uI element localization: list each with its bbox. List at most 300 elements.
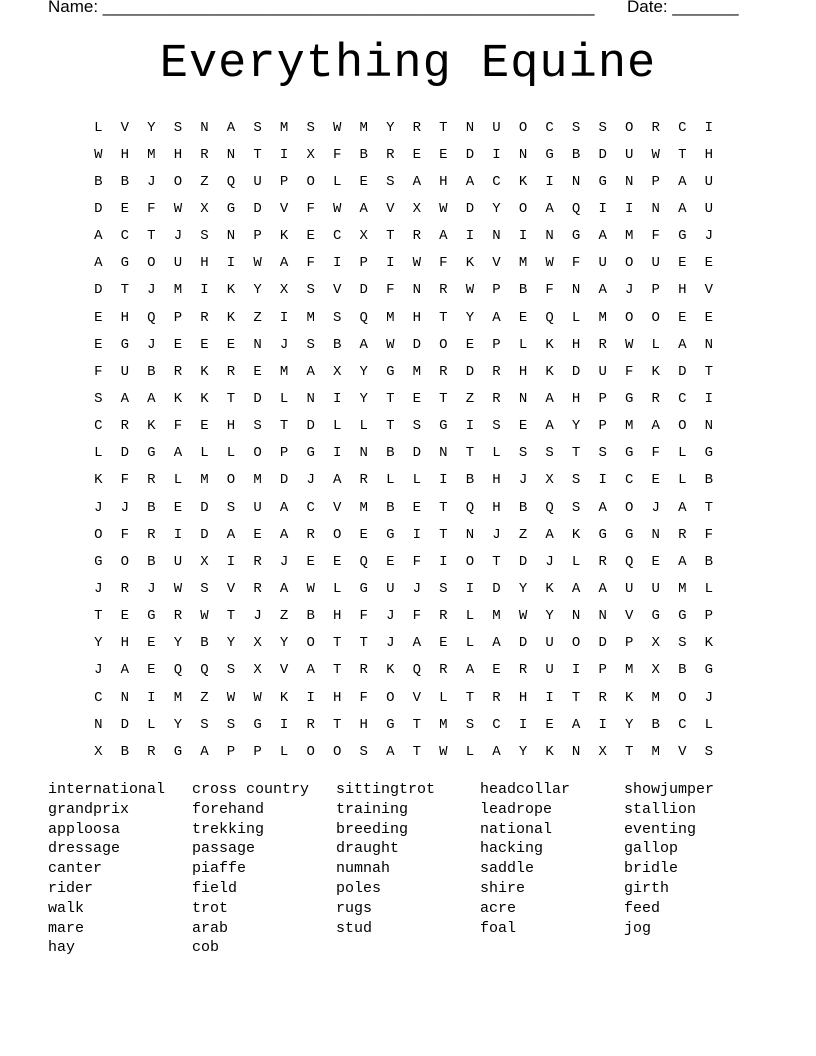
grid-letter: X — [94, 743, 103, 760]
grid-letter: I — [306, 689, 315, 706]
grid-letter: S — [226, 716, 236, 733]
grid-letter: K — [465, 255, 475, 272]
grid-letter: B — [704, 553, 714, 570]
grid-letter: R — [173, 363, 183, 380]
grid-letter: B — [359, 146, 368, 163]
grid-letter: T — [465, 445, 475, 462]
grid-letter: S — [598, 445, 607, 462]
grid-letter: I — [545, 173, 554, 190]
grid-letter: M — [279, 363, 289, 380]
word-item: acre — [480, 899, 517, 917]
grid-letter: Y — [226, 635, 236, 652]
grid-letter: E — [147, 662, 156, 679]
grid-letter: O — [625, 255, 634, 272]
grid-letter: M — [147, 146, 156, 163]
grid-letter: Z — [279, 608, 289, 625]
grid-letter: C — [332, 228, 342, 245]
grid-letter: K — [226, 282, 236, 299]
header — [48, 0, 748, 17]
grid-letter: K — [545, 336, 554, 353]
word-item: shire — [480, 879, 526, 897]
letter-grid — [85, 114, 722, 765]
grid-letter: S — [704, 743, 714, 760]
grid-letter: C — [678, 716, 687, 733]
grid-letter: U — [545, 662, 554, 679]
grid-letter: E — [359, 173, 368, 190]
grid-letter: L — [279, 390, 289, 407]
grid-letter: I — [545, 689, 554, 706]
grid-letter: W — [226, 689, 236, 706]
grid-letter: T — [571, 445, 581, 462]
grid-letter: A — [465, 662, 475, 679]
grid-letter: N — [94, 716, 103, 733]
grid-letter: W — [200, 608, 209, 625]
grid-letter: J — [704, 689, 714, 706]
grid-letter: L — [386, 472, 395, 489]
grid-letter: S — [571, 499, 581, 516]
grid-letter: Z — [253, 309, 262, 326]
grid-letter: J — [279, 553, 289, 570]
word-item: canter — [48, 860, 103, 878]
grid-letter: E — [120, 200, 130, 217]
grid-letter: T — [386, 390, 395, 407]
grid-letter: O — [94, 526, 103, 543]
grid-letter: T — [120, 282, 130, 299]
grid-letter: A — [359, 200, 368, 217]
word-item: forehand — [192, 800, 265, 818]
grid-letter: C — [94, 418, 103, 435]
grid-letter: J — [545, 553, 554, 570]
grid-letter: I — [598, 472, 607, 489]
grid-letter: J — [94, 499, 103, 516]
grid-letter: E — [704, 309, 714, 326]
word-item: girth — [624, 879, 670, 897]
grid-letter: A — [200, 743, 209, 760]
grid-letter: R — [678, 526, 687, 543]
grid-letter: N — [226, 146, 236, 163]
grid-letter: Y — [492, 200, 501, 217]
grid-letter: D — [465, 200, 475, 217]
word-item: hacking — [480, 840, 544, 858]
word-item: jog — [624, 919, 652, 937]
grid-letter: N — [359, 445, 368, 462]
grid-letter: J — [386, 608, 395, 625]
grid-letter: H — [492, 499, 501, 516]
grid-letter: Y — [518, 743, 528, 760]
grid-letter: H — [120, 309, 130, 326]
grid-letter: P — [359, 255, 368, 272]
grid-letter: X — [200, 553, 209, 570]
grid-letter: M — [651, 743, 660, 760]
grid-letter: G — [147, 445, 156, 462]
date-field-label: Date: _______ — [627, 0, 739, 16]
grid-letter: A — [492, 635, 501, 652]
word-item: showjumper — [624, 781, 715, 798]
grid-letter: K — [279, 228, 289, 245]
grid-letter: A — [332, 472, 342, 489]
grid-letter: I — [598, 716, 607, 733]
grid-letter: D — [412, 336, 422, 353]
grid-letter: G — [306, 445, 315, 462]
grid-letter: I — [332, 445, 342, 462]
grid-letter: D — [465, 363, 475, 380]
grid-letter: H — [678, 282, 687, 299]
grid-letter: E — [651, 472, 660, 489]
grid-letter: D — [678, 363, 687, 380]
grid-letter: N — [651, 526, 660, 543]
grid-letter: O — [332, 743, 342, 760]
grid-letter: W — [332, 200, 342, 217]
grid-letter: L — [439, 689, 448, 706]
grid-letter: D — [94, 282, 103, 299]
grid-letter: R — [253, 580, 262, 597]
word-item: mare — [48, 919, 85, 937]
grid-letter: A — [412, 635, 422, 652]
grid-letter: Y — [279, 635, 289, 652]
word-item: piaffe — [192, 860, 247, 878]
grid-letter: C — [545, 119, 554, 136]
grid-letter: W — [173, 200, 183, 217]
grid-letter: C — [492, 173, 501, 190]
grid-letter: B — [94, 173, 103, 190]
grid-letter: Y — [359, 363, 368, 380]
word-item: cob — [192, 939, 220, 957]
grid-letter: V — [625, 608, 634, 625]
word-item: eventing — [624, 820, 697, 838]
grid-letter: O — [332, 526, 342, 543]
grid-letter: U — [651, 580, 660, 597]
grid-letter: B — [147, 363, 156, 380]
grid-letter: R — [147, 743, 156, 760]
grid-letter: P — [279, 445, 289, 462]
grid-letter: A — [412, 173, 422, 190]
grid-letter: L — [465, 743, 475, 760]
grid-letter: Q — [625, 553, 634, 570]
grid-letter: R — [439, 608, 448, 625]
grid-letter: R — [651, 119, 660, 136]
grid-letter: T — [412, 743, 422, 760]
grid-letter: V — [386, 200, 395, 217]
grid-letter: T — [625, 743, 634, 760]
grid-letter: L — [704, 580, 714, 597]
grid-letter: G — [651, 608, 660, 625]
grid-letter: H — [359, 716, 368, 733]
grid-letter: R — [120, 580, 130, 597]
grid-letter: W — [625, 336, 634, 353]
grid-letter: U — [492, 119, 501, 136]
grid-letter: I — [465, 580, 475, 597]
grid-letter: C — [306, 499, 315, 516]
grid-letter: T — [678, 146, 687, 163]
grid-letter: I — [173, 526, 183, 543]
grid-letter: Y — [147, 119, 156, 136]
grid-letter: L — [173, 472, 183, 489]
grid-letter: V — [226, 580, 236, 597]
grid-letter: J — [147, 282, 156, 299]
grid-letter: U — [651, 255, 660, 272]
grid-letter: U — [598, 255, 607, 272]
grid-letter: I — [465, 228, 475, 245]
grid-letter: O — [625, 499, 634, 516]
grid-letter: H — [571, 336, 581, 353]
grid-letter: H — [332, 608, 342, 625]
word-column — [480, 780, 624, 958]
grid-letter: R — [173, 608, 183, 625]
word-item: trot — [192, 899, 229, 917]
grid-letter: W — [439, 743, 448, 760]
grid-letter: F — [120, 526, 130, 543]
grid-letter: K — [226, 309, 236, 326]
grid-letter: L — [571, 553, 581, 570]
grid-letter: G — [678, 228, 687, 245]
grid-letter: Y — [465, 309, 475, 326]
grid-letter: D — [359, 282, 368, 299]
grid-letter: V — [678, 743, 687, 760]
grid-letter: T — [147, 228, 156, 245]
grid-letter: A — [571, 716, 581, 733]
grid-letter: K — [147, 418, 156, 435]
grid-letter: O — [518, 200, 528, 217]
grid-letter: J — [120, 499, 130, 516]
grid-letter: N — [571, 173, 581, 190]
grid-letter: I — [386, 255, 395, 272]
grid-letter: B — [306, 608, 315, 625]
grid-letter: J — [492, 526, 501, 543]
grid-letter: I — [200, 282, 209, 299]
grid-letter: H — [439, 173, 448, 190]
grid-letter: R — [518, 662, 528, 679]
grid-letter: X — [306, 146, 315, 163]
grid-letter: F — [545, 282, 554, 299]
grid-letter: A — [465, 173, 475, 190]
grid-letter: E — [678, 255, 687, 272]
grid-letter: R — [598, 336, 607, 353]
grid-letter: M — [386, 309, 395, 326]
grid-letter: E — [359, 526, 368, 543]
grid-letter: L — [412, 472, 422, 489]
grid-letter: W — [94, 146, 103, 163]
word-item: hay — [48, 939, 76, 957]
word-item: dressage — [48, 840, 121, 858]
grid-letter: E — [173, 336, 183, 353]
grid-letter: U — [253, 173, 262, 190]
grid-letter: P — [598, 390, 607, 407]
grid-letter: Q — [226, 173, 236, 190]
grid-letter: D — [120, 716, 130, 733]
grid-letter: L — [332, 173, 342, 190]
grid-letter: X — [200, 200, 209, 217]
word-item: national — [480, 820, 553, 838]
grid-letter: R — [412, 119, 422, 136]
grid-letter: O — [625, 119, 634, 136]
grid-letter: B — [147, 499, 156, 516]
grid-letter: E — [147, 635, 156, 652]
grid-letter: H — [226, 418, 236, 435]
grid-letter: P — [598, 418, 607, 435]
grid-letter: J — [279, 336, 289, 353]
grid-letter: J — [147, 580, 156, 597]
grid-letter: M — [678, 580, 687, 597]
grid-letter: B — [518, 282, 528, 299]
grid-letter: X — [359, 228, 368, 245]
grid-letter: A — [173, 445, 183, 462]
grid-letter: J — [386, 635, 395, 652]
grid-letter: E — [306, 228, 315, 245]
grid-letter: F — [120, 472, 130, 489]
grid-letter: R — [147, 472, 156, 489]
grid-letter: E — [439, 146, 448, 163]
grid-letter: O — [306, 173, 315, 190]
grid-letter: N — [571, 608, 581, 625]
grid-letter: K — [173, 390, 183, 407]
grid-letter: L — [678, 445, 687, 462]
grid-letter: O — [173, 173, 183, 190]
grid-letter: V — [279, 200, 289, 217]
grid-letter: A — [651, 418, 660, 435]
grid-letter: K — [545, 743, 554, 760]
grid-letter: K — [200, 390, 209, 407]
grid-letter: T — [439, 119, 448, 136]
grid-letter: Q — [200, 662, 209, 679]
grid-letter: E — [226, 336, 236, 353]
grid-letter: N — [545, 228, 554, 245]
grid-letter: L — [332, 418, 342, 435]
grid-letter: O — [120, 553, 130, 570]
grid-letter: W — [332, 119, 342, 136]
grid-letter: D — [492, 580, 501, 597]
grid-letter: E — [94, 309, 103, 326]
grid-letter: Y — [518, 580, 528, 597]
grid-letter: A — [279, 580, 289, 597]
grid-letter: G — [359, 580, 368, 597]
grid-letter: S — [386, 173, 395, 190]
grid-letter: E — [332, 553, 342, 570]
word-item: rider — [48, 879, 94, 897]
grid-letter: F — [439, 255, 448, 272]
grid-letter: G — [94, 553, 103, 570]
grid-letter: M — [651, 689, 660, 706]
grid-letter: T — [439, 309, 448, 326]
grid-letter: A — [598, 228, 607, 245]
word-column — [336, 780, 480, 958]
grid-letter: T — [439, 499, 448, 516]
grid-letter: A — [279, 499, 289, 516]
grid-letter: H — [200, 255, 209, 272]
grid-letter: T — [226, 608, 236, 625]
grid-letter: R — [439, 363, 448, 380]
grid-letter: P — [279, 173, 289, 190]
grid-letter: O — [306, 635, 315, 652]
grid-letter: D — [200, 526, 209, 543]
grid-letter: M — [492, 608, 501, 625]
grid-letter: L — [571, 309, 581, 326]
grid-letter: Y — [173, 716, 183, 733]
word-item: grandprix — [48, 800, 130, 818]
word-item: training — [336, 800, 409, 818]
grid-letter: B — [147, 553, 156, 570]
grid-letter: J — [306, 472, 315, 489]
word-item: numnah — [336, 860, 391, 878]
grid-letter: L — [332, 580, 342, 597]
grid-letter: M — [359, 119, 368, 136]
grid-letter: H — [412, 309, 422, 326]
grid-letter: Q — [147, 309, 156, 326]
grid-letter: F — [651, 445, 660, 462]
grid-letter: Q — [359, 553, 368, 570]
grid-letter: I — [226, 553, 236, 570]
grid-letter: G — [173, 743, 183, 760]
grid-letter: G — [147, 608, 156, 625]
grid-letter: G — [598, 526, 607, 543]
grid-letter: H — [518, 363, 528, 380]
grid-letter: A — [226, 119, 236, 136]
grid-letter: R — [598, 553, 607, 570]
grid-letter: F — [571, 255, 581, 272]
grid-letter: P — [253, 743, 262, 760]
grid-letter: U — [625, 580, 634, 597]
grid-letter: N — [598, 608, 607, 625]
grid-letter: A — [94, 228, 103, 245]
grid-letter: E — [704, 255, 714, 272]
grid-letter: U — [120, 363, 130, 380]
grid-letter: J — [704, 228, 714, 245]
word-item: gallop — [624, 840, 679, 858]
grid-letter: S — [200, 580, 209, 597]
grid-letter: G — [386, 526, 395, 543]
grid-letter: Z — [200, 689, 209, 706]
grid-letter: P — [253, 228, 262, 245]
grid-letter: J — [625, 282, 634, 299]
grid-letter: P — [173, 309, 183, 326]
grid-letter: M — [412, 363, 422, 380]
grid-letter: J — [412, 580, 422, 597]
grid-letter: K — [704, 635, 714, 652]
grid-letter: W — [465, 282, 475, 299]
grid-letter: S — [253, 418, 262, 435]
grid-letter: U — [173, 553, 183, 570]
grid-letter: J — [253, 608, 262, 625]
grid-letter: A — [306, 363, 315, 380]
grid-letter: L — [147, 716, 156, 733]
grid-letter: D — [279, 472, 289, 489]
grid-letter: L — [678, 472, 687, 489]
grid-letter: G — [545, 146, 554, 163]
grid-letter: G — [120, 255, 130, 272]
grid-letter: S — [200, 228, 209, 245]
grid-letter: J — [147, 173, 156, 190]
grid-letter: D — [306, 418, 315, 435]
grid-letter: X — [412, 200, 422, 217]
grid-letter: D — [571, 363, 581, 380]
grid-letter: E — [439, 635, 448, 652]
grid-letter: N — [120, 689, 130, 706]
grid-letter: B — [332, 336, 342, 353]
grid-letter: B — [200, 635, 209, 652]
grid-letter: G — [253, 716, 262, 733]
grid-letter: O — [253, 445, 262, 462]
grid-letter: E — [545, 716, 554, 733]
grid-letter: S — [173, 119, 183, 136]
grid-letter: F — [412, 553, 422, 570]
grid-letter: N — [518, 146, 528, 163]
grid-letter: L — [94, 445, 103, 462]
grid-letter: K — [518, 173, 528, 190]
word-item: stud — [336, 919, 373, 937]
grid-letter: I — [704, 390, 714, 407]
grid-letter: S — [359, 743, 368, 760]
grid-letter: H — [571, 390, 581, 407]
grid-letter: S — [332, 309, 342, 326]
